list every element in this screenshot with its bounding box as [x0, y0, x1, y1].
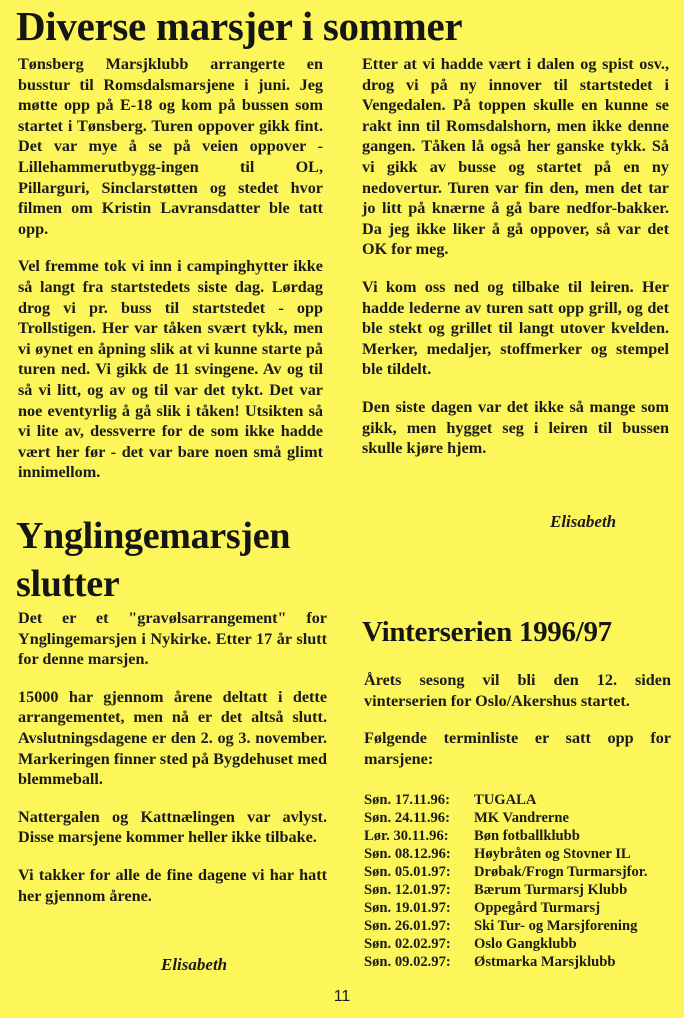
schedule-event: MK Vandrerne — [474, 810, 570, 826]
paragraph: Vel fremme tok vi inn i campinghytter ikke så langt fra startstedets siste dag. Lørdag drog vi pr. buss til startstedet - opp Trollstigen. Her var tåken svært tykk, men vi øynet en åpning slik at vi kunne starte på turen ned. Vi gikk de 11 svingene. Av og til så vi litt, og av og til var det tykt. Det var noe eventyrlig å gå slik i tåken! Utsikten så vi lite av, dessverre for de som ikke hadde vært her før - det var bare noen små glimt innimellom. — [18, 257, 323, 482]
schedule-row — [364, 917, 648, 935]
schedule-date: Søn. 19.01.97: — [364, 900, 451, 916]
schedule-event: Oslo Gangklubb — [474, 936, 577, 952]
page-number: 11 — [333, 988, 351, 1005]
schedule-event: Bærum Turmarsj Klubb — [474, 882, 628, 898]
schedule-date: Søn. 17.11.96: — [364, 792, 450, 808]
paragraph: Den siste dagen var det ikke så mange som gikk, men hygget seg i leiren til bussen skulle kjøre hjem. — [362, 397, 669, 458]
paragraph: Årets sesong vil bli den 12. siden vinterserien for Oslo/Akershus startet. — [364, 671, 671, 710]
schedule-row — [364, 791, 648, 809]
schedule-event: Oppegård Turmarsj — [474, 900, 601, 916]
schedule-row — [364, 809, 648, 827]
article-vinterserien-column — [364, 670, 671, 786]
schedule-date: Søn. 05.01.97: — [364, 864, 451, 880]
article-title-ynglingemarsjen-line2: slutter — [16, 563, 120, 605]
paragraph: Vi kom oss ned og tilbake til leiren. Her hadde lederne av turen satt opp grill, og det ble stekt og grillet til langt utover kvelden. Merker, medaljer, stoffmerker og stempel ble tildelt. — [362, 277, 669, 379]
schedule-date: Søn. 08.12.96: — [364, 846, 451, 862]
article-diverse-right-column — [362, 54, 669, 476]
schedule-row — [364, 827, 648, 845]
article-title-ynglingemarsjen-line1: Ynglingemarsjen — [16, 515, 291, 557]
paragraph: Vi takker for alle de fine dagene vi har hatt her gjennom årene. — [18, 865, 327, 905]
article-ynglingemarsjen-column — [18, 608, 327, 923]
schedule-date: Lør. 30.11.96: — [364, 828, 449, 844]
schedule-event: Høybråten og Stovner IL — [474, 846, 631, 862]
schedule-date: Søn. 24.11.96: — [364, 810, 450, 826]
signature: Elisabeth — [161, 955, 228, 974]
schedule-event: Ski Tur- og Marsjforening — [474, 918, 638, 934]
schedule-row — [364, 899, 648, 917]
schedule-date: Søn. 09.02.97: — [364, 954, 451, 970]
signature: Elisabeth — [550, 512, 617, 531]
article-title-diverse-marsjer: Diverse marsjer i sommer — [16, 3, 463, 49]
schedule-event: Bøn fotballklubb — [474, 828, 580, 844]
schedule-event: Østmarka Marsjklubb — [474, 954, 616, 970]
paragraph: Nattergalen og Kattnælingen var avlyst. Disse marsjene kommer heller ikke tilbake. — [18, 807, 327, 847]
schedule-date: Søn. 02.02.97: — [364, 936, 451, 952]
schedule-date: Søn. 12.01.97: — [364, 882, 451, 898]
schedule-table — [364, 791, 648, 971]
article-title-vinterserien: Vinterserien 1996/97 — [362, 616, 612, 648]
schedule-row — [364, 845, 648, 863]
schedule-row — [364, 863, 648, 881]
schedule-date: Søn. 26.01.97: — [364, 918, 451, 934]
paragraph: Tønsberg Marsjklubb arrangerte en busstur til Romsdalsmarsjene i juni. Jeg møtte opp på E-18 og kom på bussen som startet i Tønsberg. Turen oppover gikk fint. Det var mye å se på veien oppover - Lillehammerutbygg-ingen til OL, Pillarguri, Sinclarstøtten og stedet hvor filmen om Kristin Lavransdatter ble tatt opp. — [18, 55, 323, 238]
paragraph: Følgende terminliste er satt opp for marsjene: — [364, 729, 671, 768]
schedule-event: TUGALA — [474, 792, 537, 808]
paragraph: Etter at vi hadde vært i dalen og spist osv., drog vi på ny innover til startstedet i Vengedalen. På toppen skulle en kunne se rakt inn til Romsdalshorn, men ikke denne gangen. Tåken lå også her ganske tykk. Så vi gikk av busse og startet på en ny nedovertur. Turen var fin den, men det tar jo litt på knærne å gå bare nedfor-bakker. Da jeg ikke liker å gå oppover, så var det OK for meg. — [362, 55, 669, 259]
schedule-event: Drøbak/Frogn Turmarsjfor. — [474, 864, 648, 880]
paragraph: Det er et "gravølsarrangement" for Ynglingemarsjen i Nykirke. Etter 17 år slutt for denne marsjen. — [18, 609, 327, 669]
schedule-row — [364, 953, 648, 971]
article-diverse-left-column — [18, 54, 323, 500]
paragraph: 15000 har gjennom årene deltatt i dette arrangementet, men nå er det altså slutt. Avslutningsdagene er den 2. og 3. november. Markeringen finner sted på Bygdehuset med blemmeball. — [18, 687, 327, 789]
schedule-row — [364, 881, 648, 899]
schedule-row — [364, 935, 648, 953]
